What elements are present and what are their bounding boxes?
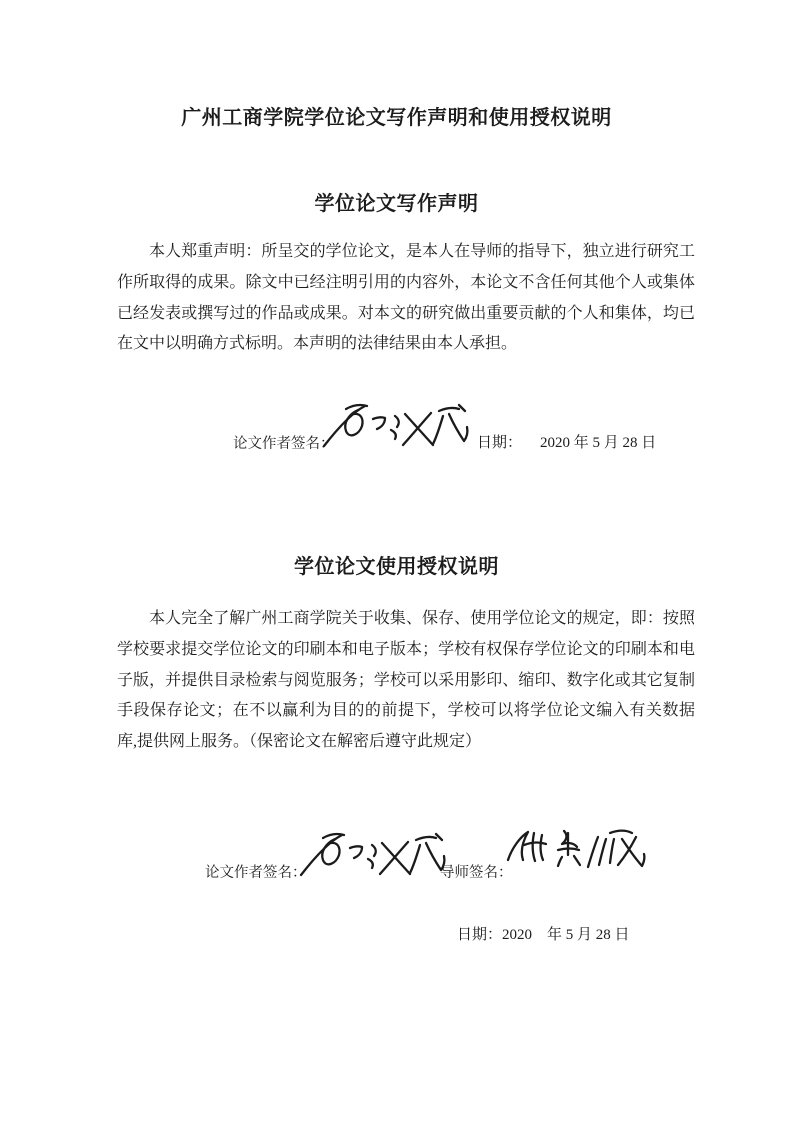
authorization-date-value: 2020 年 5 月 28 日 [502,927,630,943]
author-signature-image [297,829,447,883]
authorization-body-paragraph: 本人完全了解广州工商学院关于收集、保存、使用学位论文的规定，即：按照学校要求提交学位论文的印刷本和电子版本；学校有权保存学位论文的印刷本和电子版，并提供目录检索与阅览服务；学校可以采用影印、缩印、数字化或其它复制手段保存论文；在不以赢利为目的的前提下，学校可以将学位论文编入有关数据库,提供网上服务。（保密论文在解密后遵守此规定） [117,610,695,751]
declaration-date-value: 2020 年 5 月 28 日 [540,435,657,451]
declaration-date [477,431,656,452]
authorization-heading: 学位论文使用授权说明 [294,556,499,578]
declaration-author-signature-label: 论文作者签名： [233,436,335,452]
authorization-date [457,923,630,944]
declaration-body-paragraph: 本人郑重声明：所呈交的学位论文，是本人在导师的指导下，独立进行研究工作所取得的成果。除文中已经注明引用的内容外，本论文不含任何其他个人或集体已经发表或撰写过的作品或成果。对本文的研究做出重要贡献的个人和集体，均已在文中以明确方式标明。本声明的法律结果由本人承担。 [117,243,695,353]
authorization-date-label: 日期： [457,927,503,943]
author-signature-image [320,400,470,454]
supervisor-signature-image [500,824,662,876]
page-title: 广州工商学院学位论文写作声明和使用授权说明 [181,107,612,129]
authorization-author-signature-label: 论文作者签名： [205,865,307,881]
supervisor-signature-label: 导师签名： [440,865,513,881]
declaration-heading: 学位论文写作声明 [314,193,479,215]
declaration-date-label: 日期： [477,435,523,451]
